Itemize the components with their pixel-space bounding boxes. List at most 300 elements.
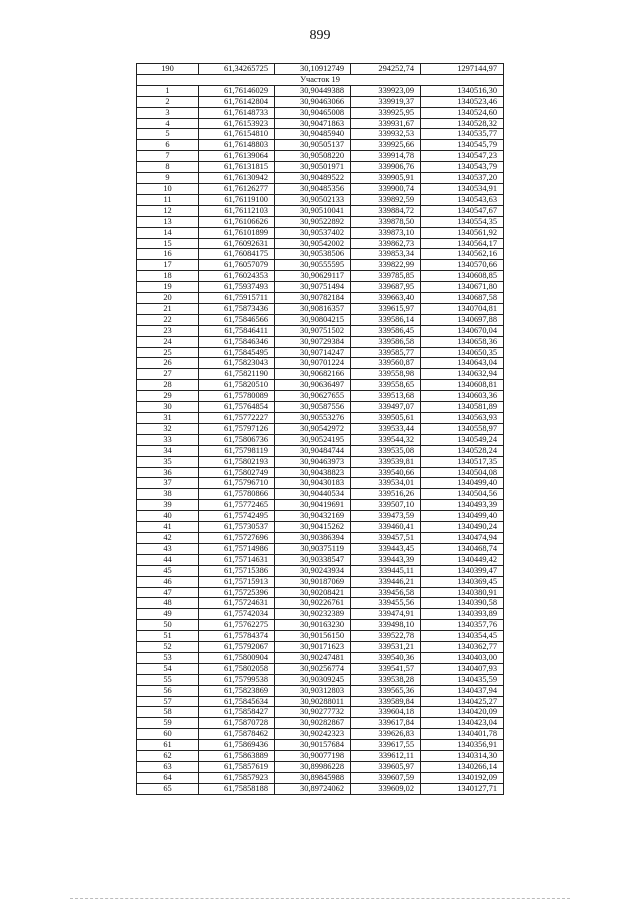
- table-row: [137, 652, 504, 663]
- longitude-cell: 30,90256774: [275, 663, 351, 674]
- x-coordinate-cell: 339919,37: [351, 96, 421, 107]
- point-number: 13: [137, 216, 199, 227]
- longitude-cell: 30,90277732: [275, 707, 351, 718]
- point-number: 3: [137, 107, 199, 118]
- x-coordinate-cell: 339884,72: [351, 205, 421, 216]
- latitude-cell: 61,75799538: [199, 674, 275, 685]
- point-number: 54: [137, 663, 199, 674]
- longitude-cell: 30,90508220: [275, 151, 351, 162]
- latitude-cell: 61,75863889: [199, 751, 275, 762]
- latitude-cell: 61,75858427: [199, 707, 275, 718]
- table-row: [137, 183, 504, 194]
- point-number: 20: [137, 293, 199, 304]
- longitude-cell: 30,89986228: [275, 762, 351, 773]
- point-number: 42: [137, 532, 199, 543]
- latitude-cell: 61,75742034: [199, 609, 275, 620]
- point-number: 31: [137, 413, 199, 424]
- y-coordinate-cell: 1340658,36: [421, 336, 504, 347]
- point-number: 64: [137, 772, 199, 783]
- table-row: [137, 532, 504, 543]
- longitude-cell: 30,90430183: [275, 478, 351, 489]
- y-coordinate-cell: 1340528,24: [421, 445, 504, 456]
- y-coordinate-cell: 1340608,85: [421, 271, 504, 282]
- latitude-cell: 61,75800904: [199, 652, 275, 663]
- y-coordinate-cell: 1340449,42: [421, 554, 504, 565]
- x-coordinate-cell: 339914,78: [351, 151, 421, 162]
- latitude-cell: 61,75784374: [199, 631, 275, 642]
- latitude-cell: 61,75727696: [199, 532, 275, 543]
- table-row: [137, 303, 504, 314]
- table-row: [137, 205, 504, 216]
- longitude-cell: 30,90156150: [275, 631, 351, 642]
- table-row: [137, 609, 504, 620]
- point-number: 1: [137, 85, 199, 96]
- table-row: [137, 336, 504, 347]
- latitude-cell: 61,75772465: [199, 500, 275, 511]
- table-row: [137, 500, 504, 511]
- table-row: [137, 347, 504, 358]
- section-header-row: [137, 74, 504, 85]
- x-coordinate-cell: 339626,83: [351, 729, 421, 740]
- longitude-cell: 30,90242323: [275, 729, 351, 740]
- longitude-cell: 30,90522892: [275, 216, 351, 227]
- point-number: 36: [137, 467, 199, 478]
- longitude-cell: 30,90489522: [275, 173, 351, 184]
- table-row: [137, 772, 504, 783]
- y-coordinate-cell: 1340420,09: [421, 707, 504, 718]
- longitude-cell: 30,90471863: [275, 118, 351, 129]
- point-number: 60: [137, 729, 199, 740]
- longitude-cell: 30,90171623: [275, 642, 351, 653]
- x-coordinate-cell: 339531,21: [351, 642, 421, 653]
- point-number: 63: [137, 762, 199, 773]
- longitude-cell: 30,90782184: [275, 293, 351, 304]
- x-coordinate-cell: 339589,84: [351, 696, 421, 707]
- x-coordinate-cell: 339560,87: [351, 358, 421, 369]
- y-coordinate-cell: 1340608,81: [421, 380, 504, 391]
- y-coordinate-cell: 1340401,78: [421, 729, 504, 740]
- table-row: [137, 358, 504, 369]
- x-coordinate-cell: 339862,73: [351, 238, 421, 249]
- point-number: 4: [137, 118, 199, 129]
- table-row: [137, 96, 504, 107]
- longitude-cell: 30,90701224: [275, 358, 351, 369]
- latitude-cell: 61,75873436: [199, 303, 275, 314]
- y-coordinate-cell: 1340534,91: [421, 183, 504, 194]
- x-coordinate-cell: 339585,77: [351, 347, 421, 358]
- latitude-cell: 61,75796710: [199, 478, 275, 489]
- longitude-cell: 30,90415262: [275, 522, 351, 533]
- table-row: [137, 118, 504, 129]
- latitude-cell: 61,76084175: [199, 249, 275, 260]
- longitude-cell: 30,90484744: [275, 445, 351, 456]
- table-row: [137, 554, 504, 565]
- latitude-cell: 61,75802058: [199, 663, 275, 674]
- longitude-cell: 30,90816357: [275, 303, 351, 314]
- longitude-cell: 30,90542002: [275, 238, 351, 249]
- x-coordinate-cell: 339663,40: [351, 293, 421, 304]
- latitude-cell: 61,76112103: [199, 205, 275, 216]
- x-coordinate-cell: 339540,36: [351, 652, 421, 663]
- latitude-cell: 61,76106626: [199, 216, 275, 227]
- latitude-cell: 61,75714986: [199, 543, 275, 554]
- x-coordinate-cell: 339513,68: [351, 391, 421, 402]
- latitude-cell: 61,76024353: [199, 271, 275, 282]
- latitude-cell: 61,75845495: [199, 347, 275, 358]
- x-coordinate-cell: 339785,85: [351, 271, 421, 282]
- table-row: [137, 260, 504, 271]
- x-coordinate-cell: 339905,91: [351, 173, 421, 184]
- x-coordinate-cell: 339617,55: [351, 740, 421, 751]
- longitude-cell: 30,90553276: [275, 413, 351, 424]
- y-coordinate-cell: 1340547,67: [421, 205, 504, 216]
- point-number: 41: [137, 522, 199, 533]
- longitude-cell: 30,90386394: [275, 532, 351, 543]
- latitude-cell: 61,76092631: [199, 238, 275, 249]
- x-coordinate-cell: 339565,36: [351, 685, 421, 696]
- latitude-cell: 61,76146029: [199, 85, 275, 96]
- latitude-cell: 61,76148733: [199, 107, 275, 118]
- point-number: 43: [137, 543, 199, 554]
- x-coordinate-cell: 339455,56: [351, 598, 421, 609]
- table-row: [137, 325, 504, 336]
- table-row: [137, 511, 504, 522]
- y-coordinate-cell: 1340564,17: [421, 238, 504, 249]
- x-coordinate-cell: 339853,34: [351, 249, 421, 260]
- y-coordinate-cell: 1340517,35: [421, 456, 504, 467]
- latitude-cell: 61,76131815: [199, 162, 275, 173]
- longitude-cell: 30,90502133: [275, 194, 351, 205]
- y-coordinate-cell: 1340468,74: [421, 543, 504, 554]
- point-number: 51: [137, 631, 199, 642]
- section-title: Участок 19: [137, 74, 504, 85]
- x-coordinate-cell: 339586,14: [351, 314, 421, 325]
- x-coordinate-cell: 339443,45: [351, 543, 421, 554]
- latitude-cell: 61,75915711: [199, 293, 275, 304]
- point-number: 44: [137, 554, 199, 565]
- point-number: 29: [137, 391, 199, 402]
- latitude-cell: 61,75806736: [199, 434, 275, 445]
- table-row: [137, 489, 504, 500]
- x-coordinate-cell: 339534,01: [351, 478, 421, 489]
- latitude-cell: 61,75797126: [199, 423, 275, 434]
- point-number: 40: [137, 511, 199, 522]
- y-coordinate-cell: 1340499,40: [421, 478, 504, 489]
- y-coordinate-cell: 1340650,35: [421, 347, 504, 358]
- point-number: 11: [137, 194, 199, 205]
- y-coordinate-cell: 1340562,16: [421, 249, 504, 260]
- point-number: 28: [137, 380, 199, 391]
- x-coordinate-cell: 339873,10: [351, 227, 421, 238]
- y-coordinate-cell: 1340670,04: [421, 325, 504, 336]
- point-number: 50: [137, 620, 199, 631]
- table-row: [137, 783, 504, 794]
- point-number: 26: [137, 358, 199, 369]
- latitude-cell: 61,75878462: [199, 729, 275, 740]
- point-number: 8: [137, 162, 199, 173]
- x-coordinate-cell: 339878,50: [351, 216, 421, 227]
- y-coordinate-cell: 1340687,58: [421, 293, 504, 304]
- latitude-cell: 61,75802193: [199, 456, 275, 467]
- table-row: [137, 249, 504, 260]
- latitude-cell: 61,76148803: [199, 140, 275, 151]
- point-number: 34: [137, 445, 199, 456]
- point-number: 39: [137, 500, 199, 511]
- latitude-cell: 61,75802749: [199, 467, 275, 478]
- y-coordinate-cell: 1340474,94: [421, 532, 504, 543]
- y-coordinate-cell: 1297144,97: [421, 64, 504, 75]
- point-number: 30: [137, 402, 199, 413]
- table-row: [137, 238, 504, 249]
- y-coordinate-cell: 1340516,30: [421, 85, 504, 96]
- x-coordinate-cell: 339505,61: [351, 413, 421, 424]
- x-coordinate-cell: 339612,11: [351, 751, 421, 762]
- latitude-cell: 61,75845634: [199, 696, 275, 707]
- longitude-cell: 30,90510041: [275, 205, 351, 216]
- table-row: [137, 565, 504, 576]
- table-row: [137, 576, 504, 587]
- x-coordinate-cell: 339892,59: [351, 194, 421, 205]
- point-number: 57: [137, 696, 199, 707]
- x-coordinate-cell: 339586,58: [351, 336, 421, 347]
- table-row: [137, 522, 504, 533]
- table-row: [137, 423, 504, 434]
- table-row: [137, 271, 504, 282]
- latitude-cell: 61,76139064: [199, 151, 275, 162]
- table-row: [137, 282, 504, 293]
- y-coordinate-cell: 1340425,27: [421, 696, 504, 707]
- table-row: [137, 762, 504, 773]
- table-row: [137, 707, 504, 718]
- latitude-cell: 61,75858188: [199, 783, 275, 794]
- y-coordinate-cell: 1340399,47: [421, 565, 504, 576]
- longitude-cell: 30,90163230: [275, 620, 351, 631]
- latitude-cell: 61,75846411: [199, 325, 275, 336]
- point-number: 58: [137, 707, 199, 718]
- longitude-cell: 30,90312803: [275, 685, 351, 696]
- longitude-cell: 30,90485356: [275, 183, 351, 194]
- table-row-top: [137, 64, 504, 75]
- point-number: 32: [137, 423, 199, 434]
- point-number: 48: [137, 598, 199, 609]
- y-coordinate-cell: 1340504,56: [421, 489, 504, 500]
- longitude-cell: 30,90538506: [275, 249, 351, 260]
- point-number: 12: [137, 205, 199, 216]
- table-row: [137, 620, 504, 631]
- longitude-cell: 30,90247481: [275, 652, 351, 663]
- x-coordinate-cell: 339925,95: [351, 107, 421, 118]
- y-coordinate-cell: 1340563,93: [421, 413, 504, 424]
- y-coordinate-cell: 1340192,09: [421, 772, 504, 783]
- y-coordinate-cell: 1340499,40: [421, 511, 504, 522]
- x-coordinate-cell: 339535,08: [351, 445, 421, 456]
- longitude-cell: 30,90440534: [275, 489, 351, 500]
- y-coordinate-cell: 1340603,36: [421, 391, 504, 402]
- x-coordinate-cell: 339474,91: [351, 609, 421, 620]
- y-coordinate-cell: 1340697,88: [421, 314, 504, 325]
- latitude-cell: 61,75821190: [199, 369, 275, 380]
- longitude-cell: 30,90542972: [275, 423, 351, 434]
- latitude-cell: 61,75857923: [199, 772, 275, 783]
- bottom-scan-edge: [70, 898, 570, 899]
- latitude-cell: 61,75724631: [199, 598, 275, 609]
- point-number: 46: [137, 576, 199, 587]
- x-coordinate-cell: 339533,44: [351, 423, 421, 434]
- y-coordinate-cell: 1340524,60: [421, 107, 504, 118]
- point-number: 65: [137, 783, 199, 794]
- y-coordinate-cell: 1340545,79: [421, 140, 504, 151]
- point-number: 25: [137, 347, 199, 358]
- longitude-cell: 30,90751494: [275, 282, 351, 293]
- longitude-cell: 30,90627655: [275, 391, 351, 402]
- y-coordinate-cell: 1340528,32: [421, 118, 504, 129]
- table-row: [137, 293, 504, 304]
- y-coordinate-cell: 1340643,04: [421, 358, 504, 369]
- table-row: [137, 740, 504, 751]
- latitude-cell: 61,75780866: [199, 489, 275, 500]
- y-coordinate-cell: 1340437,94: [421, 685, 504, 696]
- latitude-cell: 61,75823869: [199, 685, 275, 696]
- y-coordinate-cell: 1340423,04: [421, 718, 504, 729]
- point-number: 33: [137, 434, 199, 445]
- x-coordinate-cell: 339607,59: [351, 772, 421, 783]
- x-coordinate-cell: 339617,84: [351, 718, 421, 729]
- longitude-cell: 30,90587556: [275, 402, 351, 413]
- latitude-cell: 61,75846566: [199, 314, 275, 325]
- table-row: [137, 543, 504, 554]
- latitude-cell: 61,75730537: [199, 522, 275, 533]
- table-row: [137, 631, 504, 642]
- table-row: [137, 663, 504, 674]
- table-row: [137, 751, 504, 762]
- table-row: [137, 478, 504, 489]
- longitude-cell: 30,90501971: [275, 162, 351, 173]
- longitude-cell: 30,90465008: [275, 107, 351, 118]
- longitude-cell: 30,90804215: [275, 314, 351, 325]
- table-row: [137, 696, 504, 707]
- x-coordinate-cell: 339932,53: [351, 129, 421, 140]
- table-row: [137, 85, 504, 96]
- longitude-cell: 30,90288011: [275, 696, 351, 707]
- y-coordinate-cell: 1340407,93: [421, 663, 504, 674]
- table-row: [137, 369, 504, 380]
- longitude-cell: 30,90232389: [275, 609, 351, 620]
- x-coordinate-cell: 339540,66: [351, 467, 421, 478]
- point-number: 23: [137, 325, 199, 336]
- table-row: [137, 391, 504, 402]
- latitude-cell: 61,75715386: [199, 565, 275, 576]
- latitude-cell: 61,75792067: [199, 642, 275, 653]
- y-coordinate-cell: 1340393,89: [421, 609, 504, 620]
- y-coordinate-cell: 1340504,08: [421, 467, 504, 478]
- x-coordinate-cell: 339443,39: [351, 554, 421, 565]
- x-coordinate-cell: 339931,67: [351, 118, 421, 129]
- table-row: [137, 107, 504, 118]
- latitude-cell: 61,76142804: [199, 96, 275, 107]
- latitude-cell: 61,76057079: [199, 260, 275, 271]
- latitude-cell: 61,75714631: [199, 554, 275, 565]
- longitude-cell: 30,90463973: [275, 456, 351, 467]
- table-row: [137, 140, 504, 151]
- coordinates-table: [136, 63, 504, 795]
- longitude-cell: 30,90226761: [275, 598, 351, 609]
- longitude-cell: 30,90629117: [275, 271, 351, 282]
- longitude-cell: 30,90636497: [275, 380, 351, 391]
- longitude-cell: 30,90537402: [275, 227, 351, 238]
- table-row: [137, 674, 504, 685]
- y-coordinate-cell: 1340403,00: [421, 652, 504, 663]
- x-coordinate-cell: 339615,97: [351, 303, 421, 314]
- point-number: 59: [137, 718, 199, 729]
- point-number: 27: [137, 369, 199, 380]
- x-coordinate-cell: 339516,26: [351, 489, 421, 500]
- latitude-cell: 61,75857619: [199, 762, 275, 773]
- x-coordinate-cell: 339457,51: [351, 532, 421, 543]
- point-number: 52: [137, 642, 199, 653]
- latitude-cell: 61,76101899: [199, 227, 275, 238]
- longitude-cell: 30,90729384: [275, 336, 351, 347]
- point-number: 53: [137, 652, 199, 663]
- point-number: 190: [137, 64, 199, 75]
- latitude-cell: 61,76130942: [199, 173, 275, 184]
- latitude-cell: 61,75764854: [199, 402, 275, 413]
- y-coordinate-cell: 1340314,30: [421, 751, 504, 762]
- table-row: [137, 151, 504, 162]
- y-coordinate-cell: 1340523,46: [421, 96, 504, 107]
- table-row: [137, 642, 504, 653]
- table-row: [137, 598, 504, 609]
- latitude-cell: 61,75870728: [199, 718, 275, 729]
- longitude-cell: 30,90309245: [275, 674, 351, 685]
- latitude-cell: 61,34265725: [199, 64, 275, 75]
- table-row: [137, 129, 504, 140]
- y-coordinate-cell: 1340632,94: [421, 369, 504, 380]
- latitude-cell: 61,76154810: [199, 129, 275, 140]
- point-number: 7: [137, 151, 199, 162]
- longitude-cell: 30,90419691: [275, 500, 351, 511]
- point-number: 18: [137, 271, 199, 282]
- point-number: 9: [137, 173, 199, 184]
- x-coordinate-cell: 339445,11: [351, 565, 421, 576]
- longitude-cell: 30,90243934: [275, 565, 351, 576]
- point-number: 24: [137, 336, 199, 347]
- y-coordinate-cell: 1340356,91: [421, 740, 504, 751]
- x-coordinate-cell: 339822,99: [351, 260, 421, 271]
- table-row: [137, 194, 504, 205]
- y-coordinate-cell: 1340704,81: [421, 303, 504, 314]
- x-coordinate-cell: 339460,41: [351, 522, 421, 533]
- y-coordinate-cell: 1340535,77: [421, 129, 504, 140]
- table-row: [137, 173, 504, 184]
- latitude-cell: 61,75820510: [199, 380, 275, 391]
- longitude-cell: 30,90338547: [275, 554, 351, 565]
- longitude-cell: 30,10912749: [275, 64, 351, 75]
- longitude-cell: 30,90682166: [275, 369, 351, 380]
- table-row: [137, 227, 504, 238]
- point-number: 19: [137, 282, 199, 293]
- x-coordinate-cell: 339609,02: [351, 783, 421, 794]
- point-number: 47: [137, 587, 199, 598]
- longitude-cell: 30,90485940: [275, 129, 351, 140]
- point-number: 38: [137, 489, 199, 500]
- table-row: [137, 402, 504, 413]
- latitude-cell: 61,76119100: [199, 194, 275, 205]
- latitude-cell: 61,75715913: [199, 576, 275, 587]
- x-coordinate-cell: 339906,76: [351, 162, 421, 173]
- y-coordinate-cell: 1340435,59: [421, 674, 504, 685]
- point-number: 35: [137, 456, 199, 467]
- y-coordinate-cell: 1340581,89: [421, 402, 504, 413]
